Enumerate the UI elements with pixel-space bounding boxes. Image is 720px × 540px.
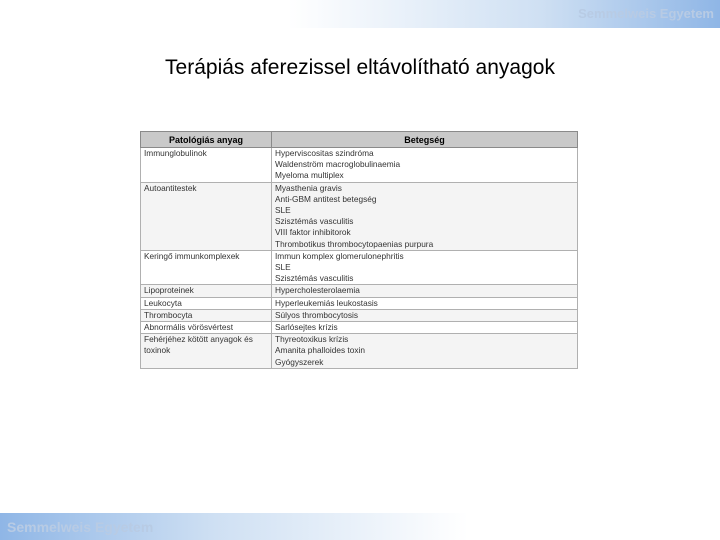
table-row	[141, 148, 578, 183]
disease-item: Thyreotoxikus krízis	[275, 334, 349, 345]
disease-item: Amanita phalloides toxin	[275, 345, 365, 356]
substance-cell: Abnormális vörösvértest	[141, 322, 272, 334]
disease-item: Hypercholesterolaemia	[275, 285, 360, 296]
column-header-disease: Betegség	[272, 132, 578, 148]
disease-item: VIII faktor inhibitorok	[275, 227, 351, 238]
table-body	[141, 148, 578, 369]
substance-cell: Fehérjéhez kötött anyagok és toxinok	[141, 334, 272, 369]
disease-cell	[272, 297, 578, 309]
disease-item: Szisztémás vasculitis	[275, 216, 354, 227]
disease-item: Sarlósejtes krízis	[275, 322, 338, 333]
disease-item: Thrombotikus thrombocytopaenias purpura	[275, 238, 434, 249]
substance-cell: Immunglobulinok	[141, 148, 272, 183]
table-header-row	[141, 132, 578, 148]
footer-brand: Semmelweis Egyetem	[7, 519, 154, 535]
disease-item: Waldenström macroglobulinaemia	[275, 159, 401, 170]
disease-item: SLE	[275, 262, 291, 273]
substance-cell: Autoantitestek	[141, 182, 272, 250]
disease-cell	[272, 334, 578, 369]
disease-item: Gyógyszerek	[275, 356, 324, 367]
disease-cell	[272, 309, 578, 321]
table-row	[141, 285, 578, 297]
disease-cell	[272, 322, 578, 334]
table-row	[141, 309, 578, 321]
footer-bar	[0, 513, 720, 540]
substance-table	[140, 131, 578, 369]
disease-item: Myeloma multiplex	[275, 170, 344, 181]
disease-item: Immun komplex glomerulonephritis	[275, 250, 404, 261]
header-bar	[0, 0, 720, 28]
table-row	[141, 334, 578, 369]
substance-cell: Leukocyta	[141, 297, 272, 309]
disease-item: Hyperviscositas szindróma	[275, 148, 374, 158]
header-brand: Semmelweis Egyetem	[578, 6, 714, 21]
substance-cell: Thrombocyta	[141, 309, 272, 321]
substance-table-container	[140, 131, 577, 369]
table-row	[141, 250, 578, 285]
column-header-substance: Patológiás anyag	[141, 132, 272, 148]
disease-item: Súlyos thrombocytosis	[275, 309, 359, 320]
disease-cell	[272, 148, 578, 183]
substance-cell: Lipoproteinek	[141, 285, 272, 297]
disease-item: Szisztémás vasculitis	[275, 273, 354, 284]
table-row	[141, 182, 578, 250]
slide-title: Terápiás aferezissel eltávolítható anyagok	[165, 56, 555, 79]
disease-cell	[272, 285, 578, 297]
disease-cell	[272, 250, 578, 285]
disease-item: Anti-GBM antitest betegség	[275, 193, 377, 204]
disease-item: SLE	[275, 205, 291, 216]
table-row	[141, 322, 578, 334]
table-row	[141, 297, 578, 309]
substance-cell: Keringő immunkomplexek	[141, 250, 272, 285]
disease-cell	[272, 182, 578, 250]
disease-item: Myasthenia gravis	[275, 182, 342, 193]
disease-item: Hyperleukemiás leukostasis	[275, 297, 378, 308]
